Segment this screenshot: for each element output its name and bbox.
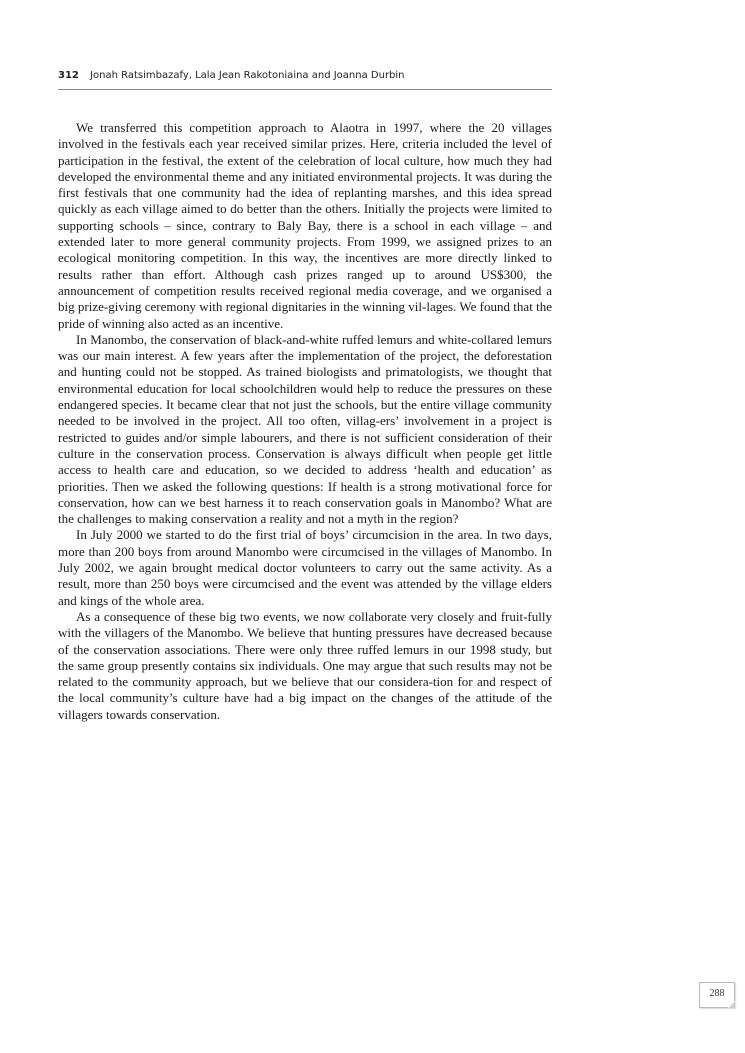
header-authors: Jonah Ratsimbazafy, Lala Jean Rakotoniaina and Joanna Durbin — [90, 70, 405, 81]
paragraph: In Manombo, the conservation of black-and-white ruffed lemurs and white-collared lemurs was our main interest. A few years after the implementation of the project, the deforestation and hunting could not be stopped. As trained biologists and primatologists, we thought that environmental education for local schoolchildren would help to reduce the pressures on these endangered species. It became clear that not just the schools, but the entire village community needed to be involved in the project. All too often, villag-ers’ involvement in a project is restricted to guides and/or simple labourers, and there is not sufficient consideration of their culture in the conservation process. Conservation is always difficult when people get little access to health care and education, so we decided to address ‘health and education’ as priorities. Then we asked the following questions: If health is a strong motivational force for conservation, how can we best harness it to reach conservation goals in Manombo? What are the challenges to making conservation a reality and not a myth in the region? — [58, 331, 552, 527]
page-stamp — [699, 982, 735, 1008]
header-rule — [58, 89, 552, 90]
paragraph: In July 2000 we started to do the first trial of boys’ circumcision in the area. In two days, more than 200 boys from around Manombo were circumcised in the villages of Manombo. In July 2002, we again brought medical doctor volunteers to carry out the same activity. As a result, more than 250 boys were circumcised and the event was attended by the village elders and kings of the whole area. — [58, 527, 552, 608]
header-page-number: 312 — [58, 70, 79, 81]
paragraph: We transferred this competition approach to Alaotra in 1997, where the 20 villages involved in the festivals each year received similar prizes. Here, criteria included the level of participation in the festival, the extent of the celebration of local culture, how much they had developed the environmental theme and any initiated environmental projects. It was during the first festivals that one community had the idea of replanting marshes, and this idea spread quickly as each village aimed to do better than the others. Initially the projects were limited to supporting schools – since, contrary to Baly Bay, there is a school in each village – and extended later to more general community projects. From 1999, we assigned prizes to an ecological monitoring competition. In this way, the incentives are more directly linked to results rather than effort. Although cash prizes ranged up to around US$300, the announcement of competition results received regional media coverage, and we organised a big prize-giving ceremony with regional dignitaries in the winning vil-lages. We found that the pride of winning also acted as an incentive. — [58, 120, 552, 331]
running-head — [58, 70, 552, 86]
body-text — [58, 120, 552, 723]
page-stamp-number: 288 — [709, 988, 725, 999]
paragraph: As a consequence of these big two events, we now collaborate very closely and fruit-fully with the villagers of the Manombo. We believe that hunting pressures have decreased because of the conservation associations. There were only three ruffed lemurs in our 1998 study, but the same group presently contains six individuals. One may argue that such results may not be related to the community approach, but we believe that our considera-tion for and respect of the local community’s culture have had a big impact on the changes of the attitude of the villagers towards conservation. — [58, 608, 552, 722]
